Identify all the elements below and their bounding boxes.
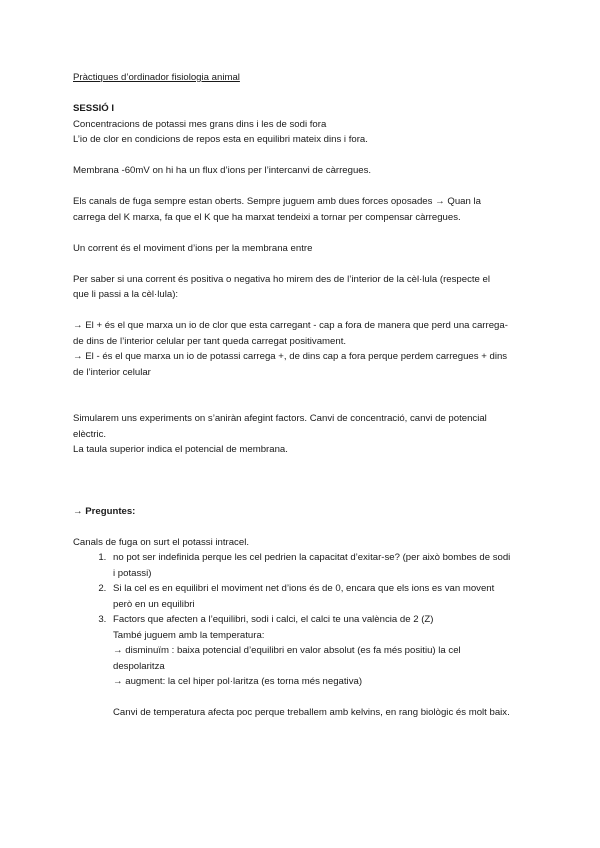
paragraph-line: elèctric. xyxy=(73,428,107,440)
spacer xyxy=(73,458,533,504)
spacer xyxy=(73,303,533,319)
paragraph-line: La taula superior indica el potencial de membrana. xyxy=(73,444,288,455)
list-item: 1. no pot ser indefinida perque les cel pedrien la capacitat d’exitar-se? (per això bombes de sodi i potassi) xyxy=(109,550,533,581)
spacer xyxy=(73,256,533,272)
spacer xyxy=(113,690,533,706)
paragraph-line: de l’interior celular xyxy=(73,366,151,378)
paragraph-line: Un corrent és el moviment d’ions per la membrana entre xyxy=(73,242,313,254)
spacer xyxy=(73,148,533,164)
arrow-icon: → xyxy=(73,505,83,517)
paragraph-line: carrega del K marxa, fa que el K que ha marxat tendeixi a tornar per compensar càrregues. xyxy=(73,211,461,223)
paragraph-line: Simularem uns experiments on s’aniràn afegint factors. Canvi de concentració, canvi de potencial xyxy=(73,413,487,424)
list-item: 2. Si la cel es en equilibri el moviment net d’ions és de 0, encara que els ions es van movent però en un equilibri xyxy=(109,581,533,612)
document-page xyxy=(73,70,533,721)
paragraph-line: → El - és el que marxa un io de potassi carrega +, de dins cap a fora perque perdem carregues + dins xyxy=(73,351,508,362)
questions-label: Preguntes: xyxy=(85,505,136,517)
spacer xyxy=(73,179,533,195)
paragraph-line: de dins de l’interior celular per tant queda carregat positivament. xyxy=(73,335,347,347)
page-title: Pràctiques d’ordinador fisiologia animal xyxy=(73,72,240,83)
questions-list xyxy=(73,550,533,721)
paragraph-line: → El + és el que marxa un io de clor que esta carregant - cap a fora de manera que perd una carrega- xyxy=(73,320,508,331)
paragraph-line: Canals de fuga on surt el potassi intracel. xyxy=(73,536,249,548)
paragraph-line: que li passi a la cèl·lula): xyxy=(73,289,179,300)
spacer xyxy=(73,225,533,241)
paragraph-line: Per saber si una corrent és positiva o negativa ho mirem des de l’interior de la cèl·lula (respecte el xyxy=(73,273,491,285)
questions-heading xyxy=(73,504,533,520)
paragraph-line: Els canals de fuga sempre estan oberts. Sempre juguem amb dues forces oposades → Quan la xyxy=(73,196,481,207)
spacer xyxy=(73,380,533,411)
list-item: 3. Factors que afecten a l’equilibri, sodi i calci, el calci te una valència de 2 (Z) També juguem amb la temperatura: → disminuïm : baixa potencial d’equilibri en valor absolut (es fa més positiu) la cel despolaritza → augment: la cel hiper pol·laritza (es torna més negativa) Canvi de temperatura afecta poc perque treballem amb kelvins, en rang biològic és molt baix. xyxy=(109,612,533,721)
spacer xyxy=(73,519,533,535)
spacer xyxy=(73,86,533,102)
paragraph-line: Membrana -60mV on hi ha un flux d’ions per l’intercanvi de càrregues. xyxy=(73,165,372,176)
paragraph-line: L’io de clor en condicions de repos esta en equilibri mateix dins i fora. xyxy=(73,134,368,145)
session-heading: SESSIÓ I xyxy=(73,103,115,114)
paragraph-line: Concentracions de potassi mes grans dins i les de sodi fora xyxy=(73,118,327,130)
